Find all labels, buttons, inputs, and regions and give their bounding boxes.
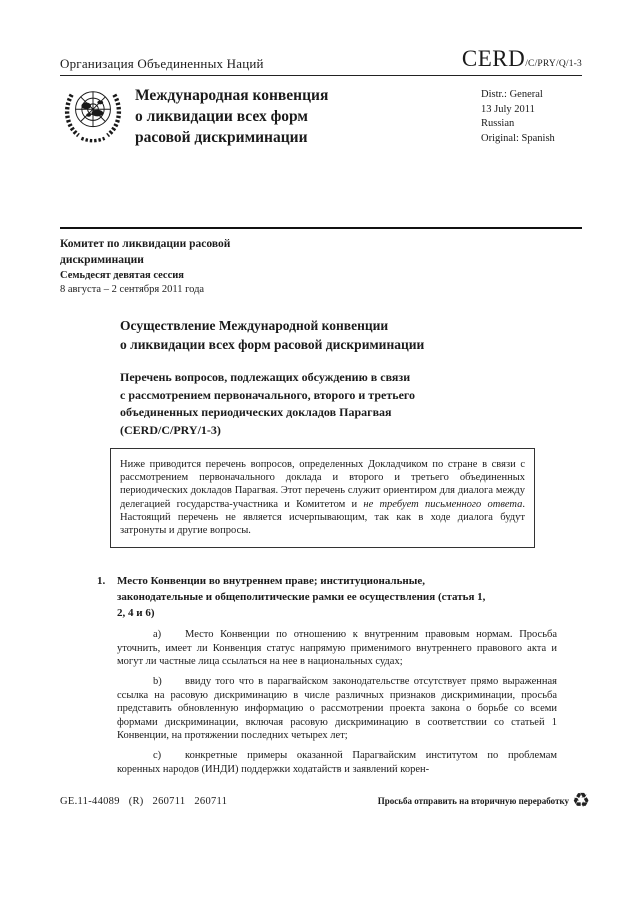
un-emblem-icon — [60, 85, 126, 147]
session-dates: 8 августа – 2 сентября 2011 года — [60, 284, 205, 295]
committee-name-line: дискриминации — [60, 254, 144, 266]
session-number: Семьдесят девятая сессия — [60, 270, 184, 281]
date-line: 13 July 2011 — [481, 103, 535, 115]
committee-name-line: Комитет по ликвидации расовой — [60, 238, 231, 250]
section-1-heading — [97, 573, 555, 621]
header-rule — [60, 75, 582, 76]
list-item-label: b) — [153, 676, 162, 688]
report-subtitle-line: (CERD/C/PRY/1-3) — [120, 422, 221, 437]
section-heading-line: законодательные и общеполитические рамки ее осуществления (статья 1, — [117, 591, 486, 604]
section-heading-line: 2, 4 и 6) — [117, 607, 155, 620]
report-title — [120, 316, 555, 354]
page-header — [60, 0, 582, 72]
page-footer — [60, 791, 590, 811]
report-subtitle-line: с рассмотрением первоначального, второго и третьего — [120, 387, 416, 402]
convention-title-line: расовой дискриминации — [135, 129, 308, 146]
report-subtitle-line: объединенных периодических докладов Парагвая — [120, 405, 392, 419]
convention-title — [135, 85, 407, 148]
report-title-line: Осуществление Международной конвенции — [120, 318, 389, 333]
document-symbol — [462, 46, 582, 72]
list-item-text: конкретные примеры оказанной Парагвайским институтом по проблемам коренных народов (ИНДИ) поддержки ходатайств и заявлений корен- — [117, 750, 557, 775]
language-line: Russian — [481, 118, 515, 129]
convention-title-line: Международная конвенция — [135, 87, 329, 104]
list-item-label: c) — [153, 750, 162, 762]
list-item-a — [117, 628, 557, 668]
summary-box — [110, 448, 535, 548]
recycle-icon: ♻ — [572, 790, 590, 812]
section-divider-rule — [60, 227, 582, 229]
document-symbol-suffix: /C/PRY/Q/1-3 — [525, 59, 582, 69]
recycle-note-text: Просьба отправить на вторичную переработку — [377, 796, 570, 806]
convention-title-line: о ликвидации всех форм — [135, 108, 308, 125]
list-item-text: ввиду того что в парагвайском законодательстве отсутствует прямо выраженная ссылка на расовую дискриминацию в числе различных признаков дискриминации, просьба представить обновленную информацию о рассмотрении проекта закона о борьбе со всеми формами дискриминации, включая расовую дискриминацию в соответствии со статьей 1 Конвенции, на протяжении последних четырех лет; — [117, 676, 557, 742]
report-subtitle-line: Перечень вопросов, подлежащих обсуждению в связи — [120, 370, 411, 384]
report-subtitle — [120, 369, 555, 439]
section-number: 1. — [97, 575, 106, 588]
list-item-label: a) — [153, 629, 162, 641]
list-item-text: Место Конвенции по отношению к внутренним правовым нормам. Просьба уточнить, имеет ли Конвенция статус напрямую применимого внутреннего правового акта и могут ли частные лица ссылаться на нее в национальных судах; — [117, 629, 557, 668]
list-item-b — [117, 675, 557, 742]
committee-block — [60, 236, 582, 297]
list-item-c — [117, 749, 557, 776]
document-symbol-main: CERD — [461, 46, 526, 71]
report-title-line: о ликвидации всех форм расовой дискриминации — [120, 337, 425, 352]
original-language-line: Original: Spanish — [481, 132, 555, 144]
recycle-notice — [378, 791, 590, 811]
summary-text: Ниже приводится перечень вопросов, определенных Докладчиком по стране в связи с рассмотрением первоначального доклада и второго и третьего объединенных периодических докладов Парагвая. Этот перечень служит ориентиром для диалога между делегацией государства-участника и Комитетом и — [120, 459, 525, 510]
summary-text: . Настоящий перечень не является исчерпывающим, так как в ходе диалога будут затронуты и другие вопросы. — [120, 498, 525, 537]
organization-name: Организация Объединенных Наций — [60, 56, 264, 71]
distr-line: Distr.: General — [481, 89, 543, 100]
distribution-info — [481, 85, 555, 146]
section-heading-line: Место Конвенции во внутреннем праве; институциональные, — [117, 575, 425, 588]
summary-text-italic: не требует письменного ответа — [363, 498, 523, 510]
document-reference-code: GE.11-44089 (R) 260711 260711 — [60, 795, 228, 807]
section-heading-text — [117, 573, 485, 621]
masthead — [60, 85, 582, 148]
